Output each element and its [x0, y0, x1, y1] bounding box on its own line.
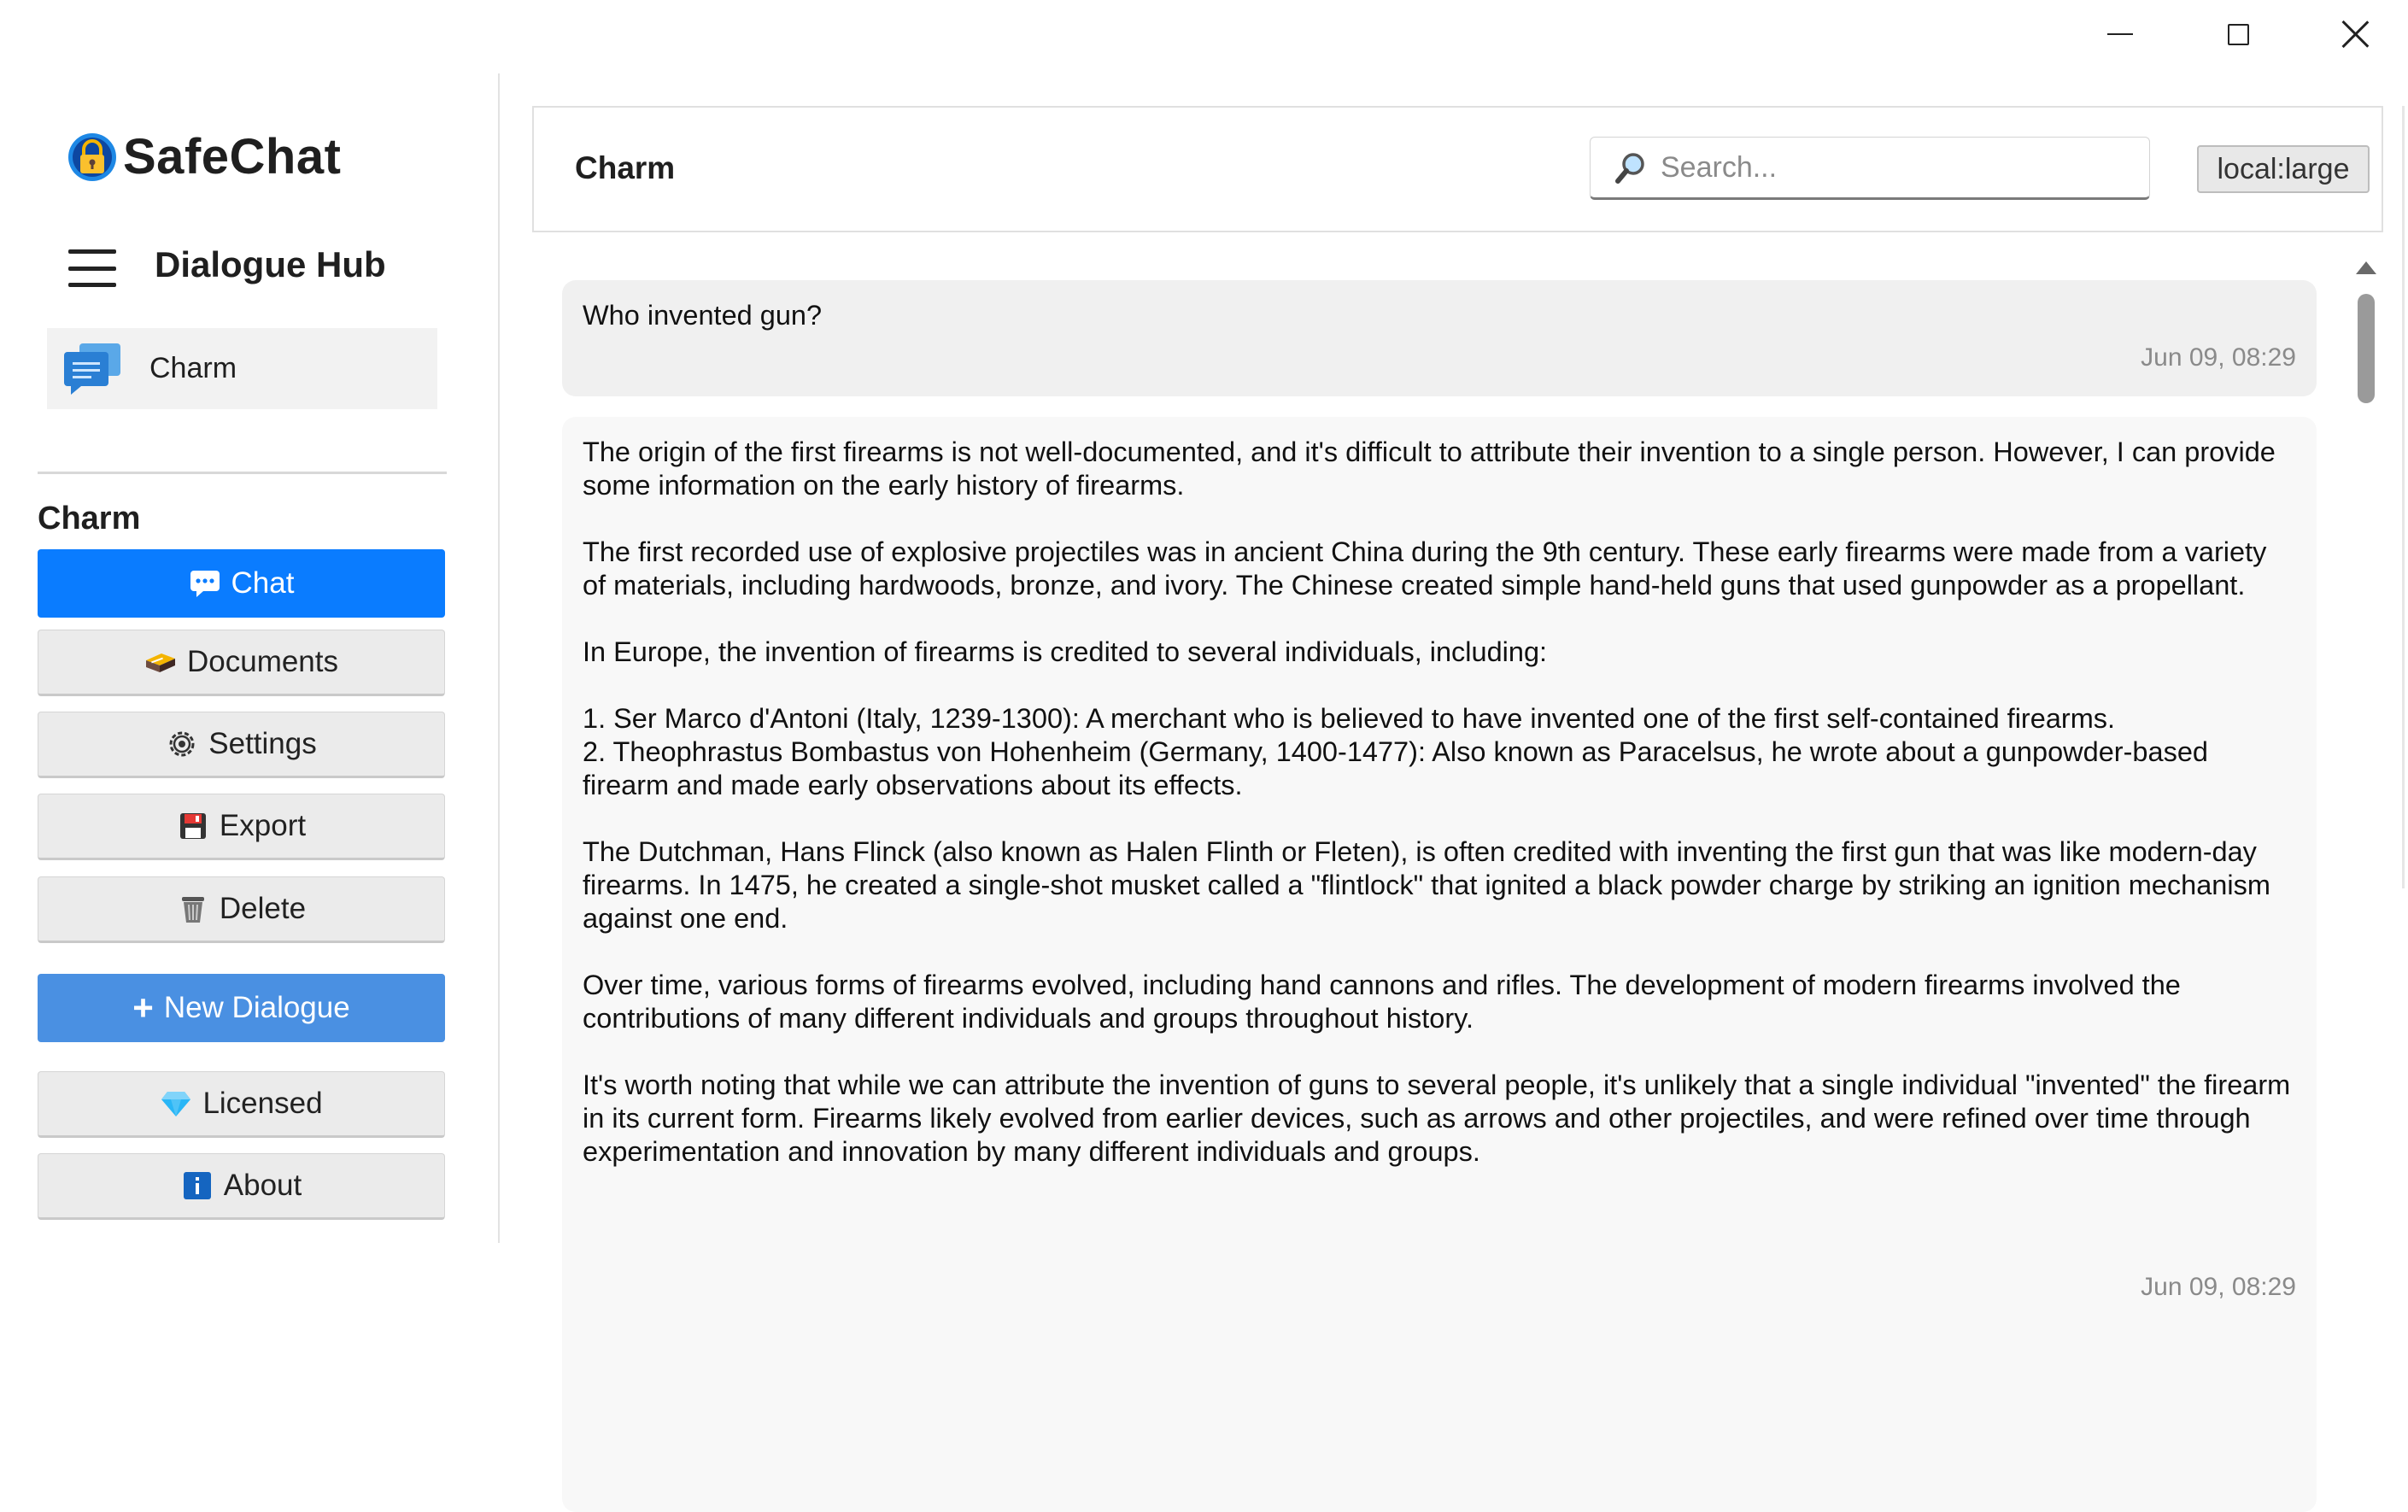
dialogue-item-charm[interactable] [47, 328, 437, 409]
message-timestamp: Jun 09, 08:29 [2141, 1273, 2296, 1301]
about-button-label: About [223, 1169, 302, 1202]
hamburger-icon[interactable] [68, 249, 116, 287]
delete-button[interactable] [38, 876, 445, 943]
chat-bubbles-icon [61, 340, 124, 398]
maximize-icon [2228, 24, 2249, 45]
section-title: Charm [38, 501, 141, 536]
delete-button-label: Delete [219, 892, 307, 925]
minimize-icon [2107, 33, 2133, 35]
plus-icon: + [132, 987, 154, 1028]
export-button-label: Export [219, 809, 307, 842]
maximize-button[interactable] [2212, 15, 2264, 53]
minimize-button[interactable] [2095, 15, 2146, 53]
sidebar [0, 73, 500, 1243]
outer-scrollbar-track[interactable] [2402, 106, 2405, 888]
padlock-icon [67, 132, 118, 183]
search-input[interactable] [1659, 150, 2141, 185]
export-button[interactable] [38, 794, 445, 860]
documents-button[interactable] [38, 630, 445, 696]
magnifier-icon [1614, 150, 1649, 185]
message-text: The origin of the first firearms is not well-documented, and it's difficult to attribute their invention to a single person. However, I can provide some information on the early history of firearms. The first recorded use of explosive projectiles was in ancient China during the 9th century. These early firearms were made from a variety of materials, including hardwoods, bronze, and ivory. The Chinese created simple hand-held guns that used gunpowder as a propellant. In Europe, the invention of firearms is credited to several individuals, including: 1. Ser Marco d'Antoni (Italy, 1239-1300): A merchant who is believed to have invented one of the first self-contained firearms. 2. Theophrastus Bombastus von Hohenheim (Germany, 1400-1477): Also known as Paracelsus, he wrote about a gunpowder-based firearm and made early observations about its effects. The Dutchman, Hans Flinck (also known as Halen Flinth or Fleten), is often credited with inventing the first gun that was like modern-day firearms. In 1475, he created a single-shot musket called a "flintlock" that ignited a black powder charge by striking an ignition mechanism against one end. Over time, various forms of firearms evolved, including hand cannons and rifles. The development of modern firearms involved the contributions of many different individuals and groups throughout history. It's worth noting that while we can attribute the invention of guns to several people, it's unlikely that a single individual "invented" the firearm in its current form. Firearms likely evolved from earlier devices, such as arrows and other projectiles, and were refined over time through experimentation and innovation by many different individuals and groups. [583, 437, 2291, 1167]
licensed-button-label: Licensed [202, 1087, 323, 1120]
assistant-message [562, 417, 2317, 1512]
message-list [562, 280, 2317, 1301]
licensed-button[interactable] [38, 1071, 445, 1138]
speech-balloon-icon [189, 567, 221, 600]
app-name: SafeChat [123, 129, 342, 185]
close-icon [2341, 20, 2370, 49]
wastebasket-icon [177, 893, 209, 925]
user-message [562, 280, 2317, 396]
settings-button[interactable] [38, 712, 445, 778]
message-timestamp: Jun 09, 08:29 [2141, 343, 2296, 372]
documents-button-label: Documents [186, 645, 339, 678]
new-dialogue-button[interactable] [38, 974, 445, 1042]
dialogue-item-label: Charm [149, 352, 237, 384]
chat-button-label: Chat [231, 566, 295, 600]
search-box[interactable] [1590, 137, 2150, 200]
conversation-header [532, 106, 2383, 232]
new-dialogue-button-label: New Dialogue [163, 991, 350, 1024]
gem-icon [160, 1087, 192, 1120]
info-icon [181, 1169, 214, 1202]
floppy-disk-icon [177, 810, 209, 842]
model-badge[interactable]: local:large [2197, 145, 2370, 193]
gear-icon [166, 728, 198, 760]
chat-button[interactable] [38, 549, 445, 618]
books-icon [144, 646, 177, 678]
scroll-up-arrow-icon[interactable] [2356, 261, 2376, 274]
scrollbar-thumb[interactable] [2358, 294, 2375, 403]
sidebar-title: Dialogue Hub [155, 244, 386, 284]
settings-button-label: Settings [208, 727, 317, 760]
divider [38, 472, 447, 474]
about-button[interactable] [38, 1153, 445, 1220]
close-window-button[interactable] [2329, 15, 2381, 53]
conversation-title: Charm [575, 150, 676, 185]
app-logo [67, 128, 341, 185]
message-text: Who invented gun? [583, 300, 823, 331]
